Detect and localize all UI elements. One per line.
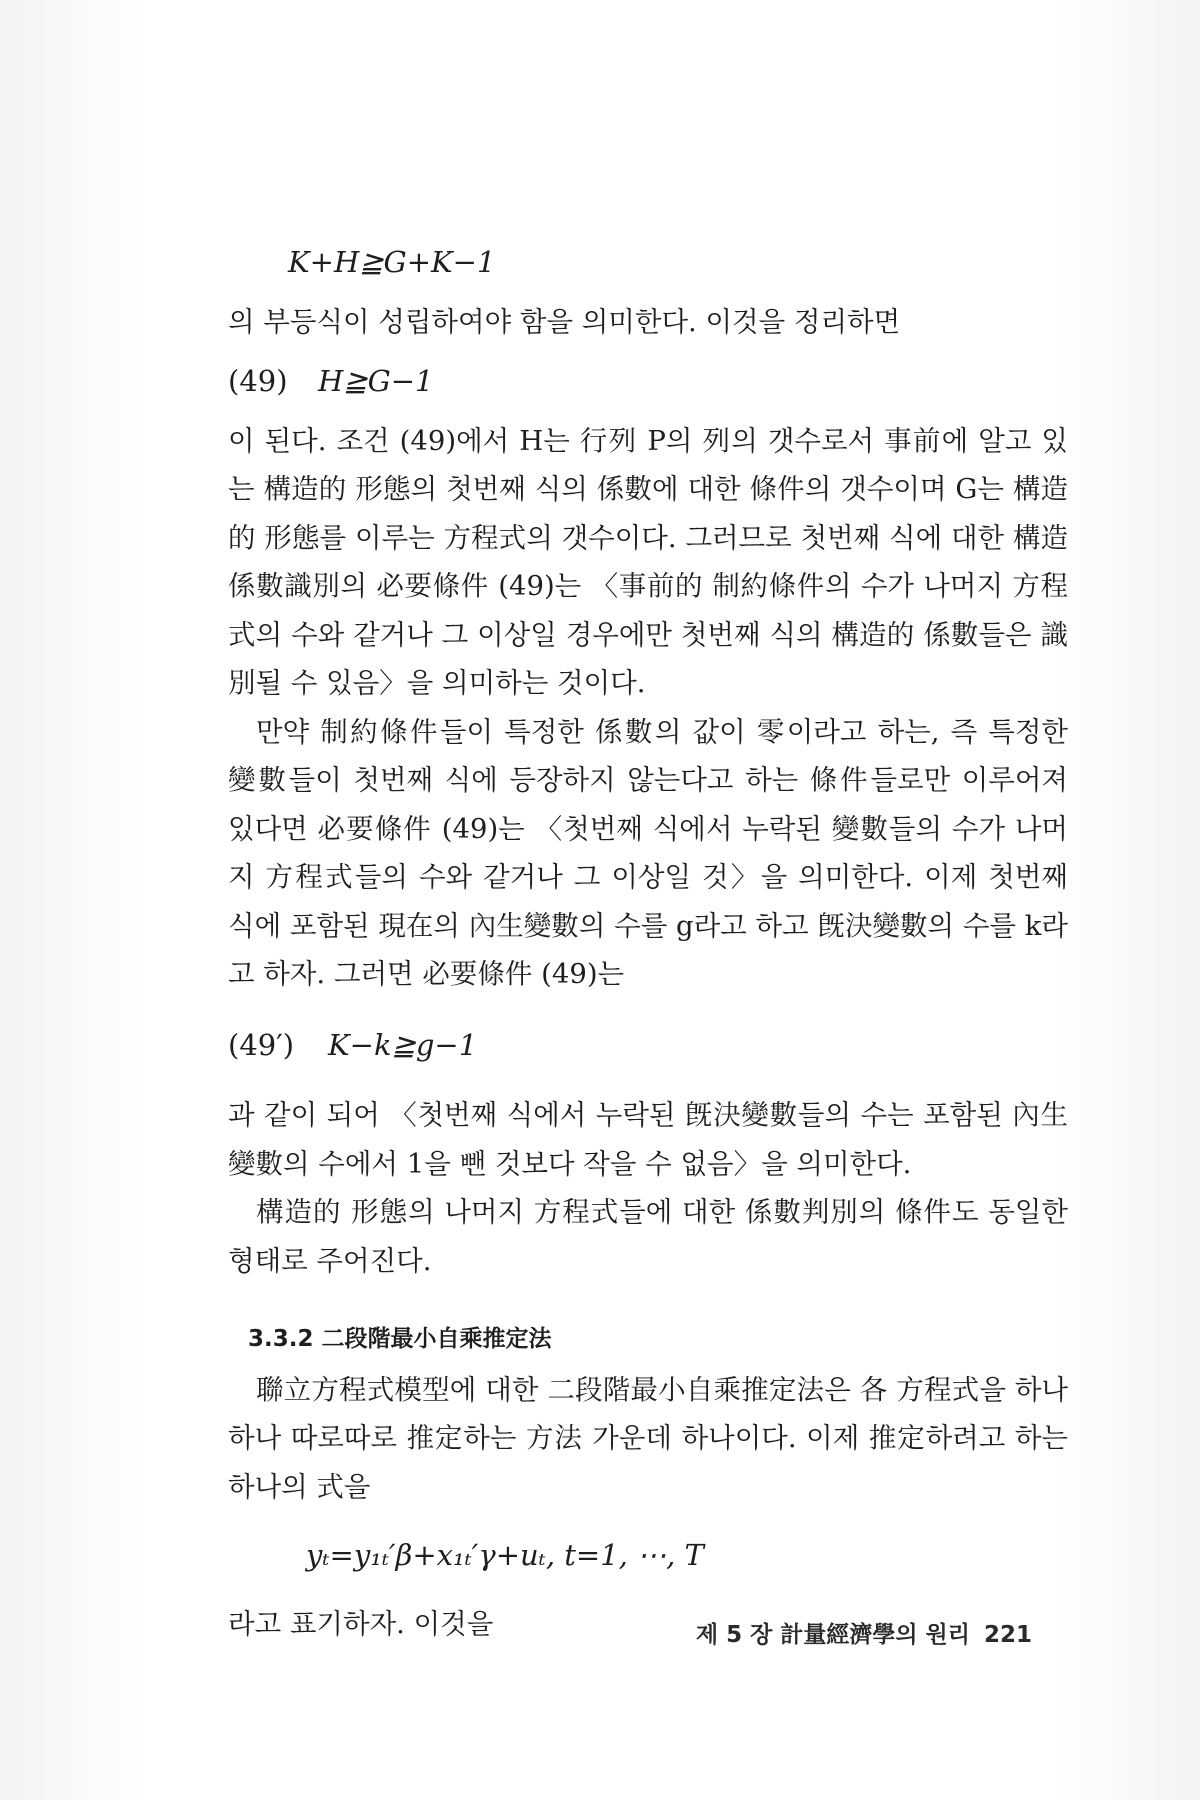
- paragraph-7: 라고 표기하자. 이것을: [228, 1607, 494, 1640]
- equation-49: [228, 357, 1068, 406]
- paragraph-2: 이 된다. 조건 (49)에서 H는 行列 P의 列의 갯수로서 事前에 알고 있는 構造的 形態의 첫번째 식의 係數에 대한 條件의 갯수이며 G는 構造的 形態를 이루는 方程式의 갯수이다. 그러므로 첫번째 식에 대한 構造係數識別의 必要條件 (49)는 〈事前的 制約條件의 수가 나머지 方程式의 수와 같거나 그 이상일 경우에만 첫번째 식의 構造的 係數들은 識別될 수 있음〉을 의미하는 것이다.: [228, 424, 1068, 699]
- equation-49-prime: [228, 1021, 1068, 1070]
- equation-49-prime-body: K−k≧g−1: [328, 1027, 478, 1062]
- paragraph-5: 構造的 形態의 나머지 方程式들에 대한 係數判別의 條件도 동일한 형태로 주어진다.: [228, 1196, 1068, 1277]
- page-footer: [682, 1616, 1032, 1649]
- scan-margin-left: [0, 0, 150, 1800]
- paragraph-3: 만약 制約條件들이 특정한 係數의 값이 零이라고 하는, 즉 특정한 變數들이 첫번째 식에 등장하지 않는다고 하는 條件들로만 이루어져 있다면 必要條件 (49)는 〈첫번째 식에서 누락된 變數들의 수가 나머지 方程式들의 수와 같거나 그 이상일 것〉을 의미한다. 이제 첫번째 식에 포함된 現在의 內生變數의 수를 g라고 하고 旣決變數의 수를 k라고 하자. 그러면 必要條件 (49)는: [228, 715, 1068, 990]
- page-number: 221: [983, 1622, 1032, 1648]
- chapter-title: 제 5 장 計量經濟學의 원리: [695, 1622, 970, 1648]
- paragraph-4: 과 같이 되어 〈첫번째 식에서 누락된 旣決變數들의 수는 포함된 內生變數의 수에서 1을 뺀 것보다 작을 수 없음〉을 의미한다.: [228, 1099, 1068, 1180]
- equation-49-body: H≧G−1: [318, 364, 434, 398]
- equation-49-prime-number: (49′): [228, 1027, 295, 1062]
- page-body: [228, 238, 1068, 1648]
- equation-y: yₜ=y₁ₜ′β+x₁ₜ′γ+uₜ, t=1, ⋯, T: [306, 1538, 704, 1572]
- equation-1: K+H≧G+K−1: [288, 245, 496, 279]
- paragraph-6: 聯立方程式模型에 대한 二段階最小自乘推定法은 各 方程式을 하나하나 따로따로 推定하는 方法 가운데 하나이다. 이제 推定하려고 하는 하나의 式을: [228, 1373, 1068, 1503]
- equation-49-number: (49): [228, 364, 288, 398]
- paragraph-1: 의 부등식이 성립하여야 함을 의미한다. 이것을 정리하면: [228, 305, 901, 338]
- scan-margin-right: [1050, 0, 1200, 1800]
- section-heading: 3.3.2 二段階最小自乘推定法: [248, 1326, 552, 1352]
